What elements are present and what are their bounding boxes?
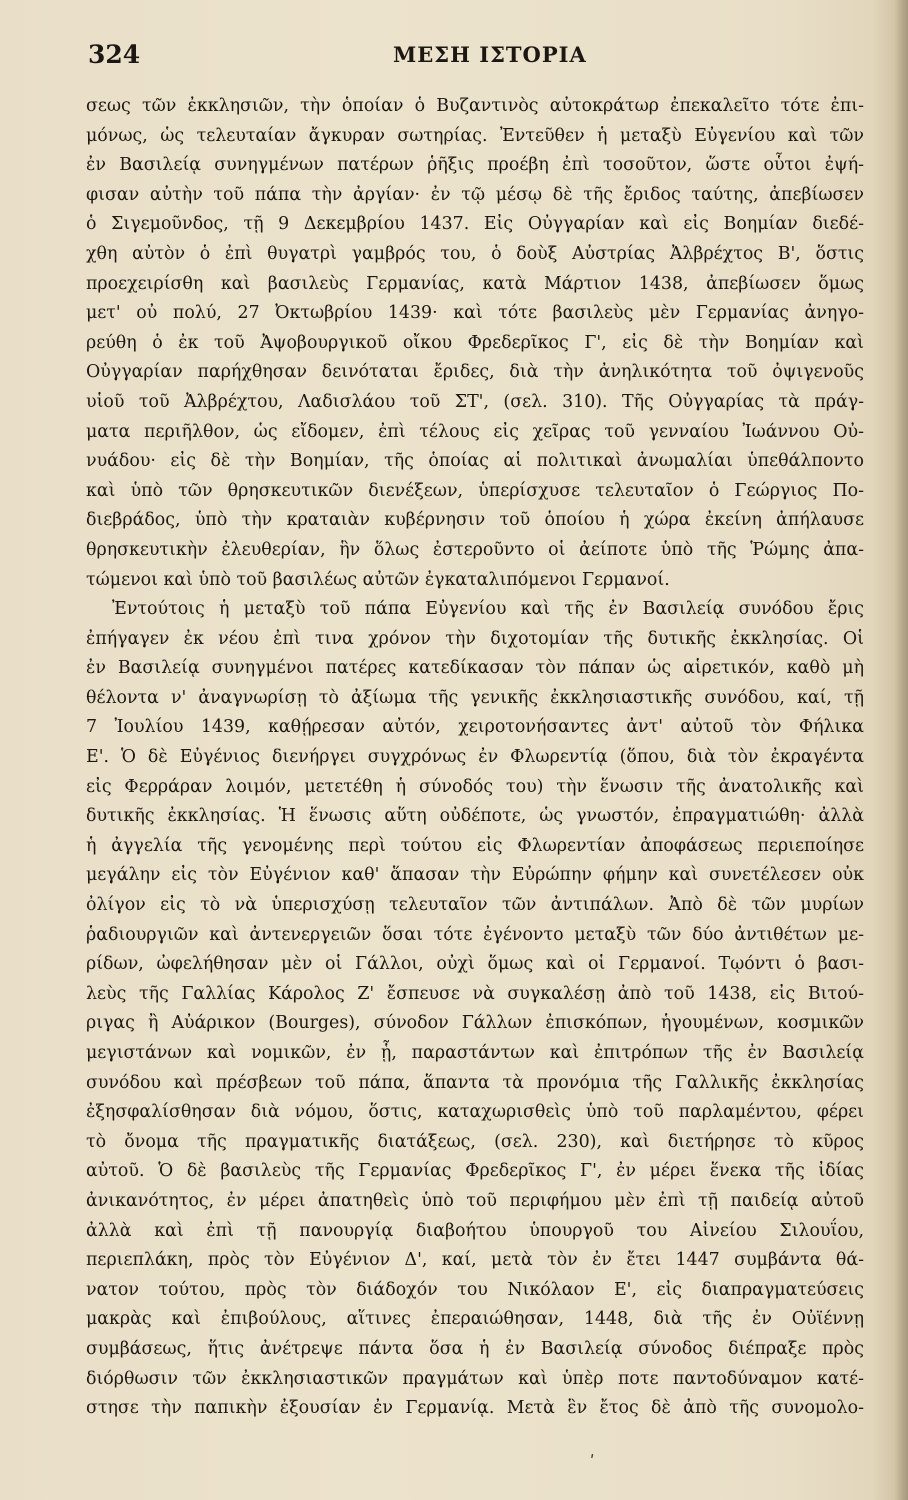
text-line: ἐν Βασιλείᾳ συνηγμένων πατέρων ῥῆξις προέβη ἐπὶ τοσοῦτον, ὥστε οὗτοι ἐψή-: [86, 155, 864, 176]
text-line: αὐτοῦ. Ὁ δὲ βασιλεὺς τῆς Γερμανίας Φρεδερῖκος Γ', ἐν μέρει ἕνεκα τῆς ἰδίας: [86, 1161, 864, 1182]
text-line: ὀλίγον εἰς τὸ νὰ ὑπερισχύσῃ τελευταῖον τῶν ἀντιπάλων. Ἀπὸ δὲ τῶν μυρίων: [86, 895, 864, 916]
text-line: μεγάλην εἰς τὸν Εὐγένιον καθ' ἅπασαν τὴν Εὐρώπην φήμην καὶ συνετέλεσεν οὐκ: [86, 865, 864, 886]
text-line: προεχειρίσθη καὶ βασιλεὺς Γερμανίας, κατὰ Μάρτιον 1438, ἀπεβίωσεν ὅμως: [86, 273, 864, 294]
running-title: ΜΕΣΗ ΙΣΤΟΡΙΑ: [393, 42, 587, 67]
text-line: θέλοντα ν' ἀναγνωρίσῃ τὸ ἀξίωμα τῆς γενικῆς ἐκκλησιαστικῆς συνόδου, καί, τῇ: [86, 687, 864, 708]
text-line: ἀνικανότητος, ἐν μέρει ἀπατηθεὶς ὑπὸ τοῦ περιφήμου μὲν ἐπὶ τῇ παιδείᾳ αὐτοῦ: [86, 1190, 864, 1211]
footer-mark: ʹ: [590, 1452, 595, 1471]
text-line: 7 Ἰουλίου 1439, καθῄρεσαν αὐτόν, χειροτονήσαντες ἀντ' αὐτοῦ τὸν Φήλικα: [86, 717, 864, 738]
text-line: στησε τὴν παπικὴν ἐξουσίαν ἐν Γερμανίᾳ. Μετὰ ἓν ἔτος δὲ ἀπὸ τῆς συνομολο-: [86, 1398, 864, 1419]
text-line: συμβάσεως, ἥτις ἀνέτρεψε πάντα ὅσα ἡ ἐν Βασιλείᾳ σύνοδος διέπραξε πρὸς: [86, 1338, 864, 1359]
text-line: καὶ ὑπὸ τῶν θρησκευτικῶν διενέξεων, ὑπερίσχυσε τελευταῖον ὁ Γεώργιος Πο-: [86, 480, 864, 501]
text-line: εἰς Φερράραν λοιμόν, μετετέθη ἡ σύνοδός του) τὴν ἕνωσιν τῆς ἀνατολικῆς καὶ: [86, 776, 864, 797]
text-line: μόνως, ὡς τελευταίαν ἄγκυραν σωτηρίας. Ἐντεῦθεν ἡ μεταξὺ Εὐγενίου καὶ τῶν: [86, 125, 864, 146]
text-line: ἐπήγαγεν ἐκ νέου ἐπὶ τινα χρόνον τὴν διχοτομίαν τῆς δυτικῆς ἐκκλησίας. Οἱ: [86, 628, 864, 649]
text-line: τώμενοι καὶ ὑπὸ τοῦ βασιλέως αὐτῶν ἐγκαταλιπόμενοι Γερμανοί.: [86, 569, 670, 590]
page-edge-shadow: [894, 0, 908, 1500]
text-line: ῥαδιουργιῶν καὶ ἀντενεργειῶν ὅσαι τότε ἐγένοντο μεταξὺ τῶν δύο ἀντιθέτων με-: [86, 924, 864, 945]
text-line: δυτικῆς ἐκκλησίας. Ἡ ἕνωσις αὕτη οὐδέποτε, ὡς γνωστόν, ἐπραγματιώθη· ἀλλὰ: [86, 806, 864, 827]
text-line: φισαν αὐτὴν τοῦ πάπα τὴν ἀργίαν· ἐν τῷ μέσῳ δὲ τῆς ἔριδος ταύτης, ἀπεβίωσεν: [86, 184, 864, 205]
text-line: Οὐγγαρίαν παρήχθησαν δεινόταται ἔριδες, διὰ τὴν ἀνηλικότητα τοῦ ὀψιγενοῦς: [86, 362, 864, 383]
page-number: 324: [88, 40, 141, 69]
text-line: νατον τούτου, πρὸς τὸν διάδοχόν του Νικόλαον Ε', εἰς διαπραγματεύσεις: [86, 1279, 864, 1300]
text-line: χθη αὐτὸν ὁ ἐπὶ θυγατρὶ γαμβρός του, ὁ δοὺξ Αὐστρίας Ἀλβρέχτος Β', ὅστις: [86, 243, 864, 264]
text-line: ρίδων, ὠφελήθησαν μὲν οἱ Γάλλοι, οὐχὶ ὅμως καὶ οἱ Γερμανοί. Τῳόντι ὁ βασι-: [86, 954, 864, 975]
text-line: σεως τῶν ἐκκλησιῶν, τὴν ὁποίαν ὁ Βυζαντινὸς αὐτοκράτωρ ἐπεκαλεῖτο τότε ἐπι-: [86, 96, 864, 116]
text-line: θρησκευτικὴν ἐλευθερίαν, ἣν ὅλως ἐστεροῦντο οἱ ἀείποτε ὑπὸ τῆς Ῥώμης ἀπα-: [86, 539, 864, 560]
text-line: περιεπλάκη, πρὸς τὸν Εὐγένιον Δ', καί, μετὰ τὸν ἐν ἔτει 1447 συμβάντα θά-: [86, 1250, 864, 1271]
text-line: διόρθωσιν τῶν ἐκκλησιαστικῶν πραγμάτων καὶ ὑπὲρ ποτε παντοδύναμον κατέ-: [86, 1368, 864, 1389]
text-line: υἱοῦ τοῦ Ἀλβρέχτου, Λαδισλάου τοῦ ΣΤ', (σελ. 310). Τῆς Οὐγγαρίας τὰ πράγ-: [86, 391, 864, 412]
text-line: ρεύθη ὁ ἐκ τοῦ Ἀψοβουργικοῦ οἴκου Φρεδερῖκος Γ', εἰς δὲ τὴν Βοημίαν καὶ: [86, 332, 864, 353]
text-line: ἐξησφαλίσθησαν διὰ νόμου, ὅστις, καταχωρισθεὶς ὑπὸ τοῦ παρλαμέντου, φέρει: [86, 1102, 864, 1123]
text-line: μετ' οὐ πολύ, 27 Ὀκτωβρίου 1439· καὶ τότε βασιλεὺς μὲν Γερμανίας ἀνηγο-: [86, 303, 864, 324]
text-line: μακρὰς καὶ ἐπιβούλους, αἵτινες ἐπεραιώθησαν, 1448, διὰ τῆς ἐν Οὐϊέννῃ: [86, 1309, 864, 1330]
text-line: διεβράδος, ὑπὸ τὴν κραταιὰν κυβέρνησιν τοῦ ὁποίου ἡ χώρα ἐκείνη ἀπήλαυσε: [86, 510, 864, 531]
page-header: [88, 40, 858, 80]
text-line: τὸ ὄνομα τῆς πραγματικῆς διατάξεως, (σελ. 230), καὶ διετήρησε τὸ κῦρος: [86, 1131, 864, 1152]
text-line: Ε'. Ὁ δὲ Εὐγένιος διενήργει συγχρόνως ἐν Φλωρεντίᾳ (ὅπου, διὰ τὸν ἐκραγέντα: [86, 747, 864, 768]
text-line: ἀλλὰ καὶ ἐπὶ τῇ πανουργίᾳ διαβοήτου ὑπουργοῦ του Αἰνείου Σιλουΐου,: [86, 1220, 864, 1241]
text-line: λεὺς τῆς Γαλλίας Κάρολος Ζ' ἔσπευσε νὰ συγκαλέσῃ ἀπὸ τοῦ 1438, εἰς Βιτού-: [86, 983, 864, 1004]
text-line: ὁ Σιγεμοῦνδος, τῇ 9 Δεκεμβρίου 1437. Εἰς Οὐγγαρίαν καὶ εἰς Βοημίαν διεδέ-: [86, 214, 864, 235]
text-line: ἐν Βασιλείᾳ συνηγμένοι πατέρες κατεδίκασαν τὸν πάπαν ὡς αἱρετικόν, καθὸ μὴ: [86, 658, 864, 679]
text-line: συνόδου καὶ πρέσβεων τοῦ πάπα, ἅπαντα τὰ προνόμια τῆς Γαλλικῆς ἐκκλησίας: [86, 1072, 864, 1093]
text-line: Ἐντούτοις ἡ μεταξὺ τοῦ πάπα Εὐγενίου καὶ τῆς ἐν Βασιλείᾳ συνόδου ἔρις: [112, 599, 864, 620]
text-line: νυάδου· εἰς δὲ τὴν Βοημίαν, τῆς ὁποίας αἱ πολιτικαὶ ἀνωμαλίαι ὑπεθάλποντο: [86, 451, 864, 472]
text-line: μεγιστάνων καὶ νομικῶν, ἐν ᾗ, παραστάντων καὶ ἐπιτρόπων τῆς ἐν Βασιλείᾳ: [86, 1043, 864, 1063]
text-line: ριγας ἢ Αὐάρικον (Bourges), σύνοδον Γάλλων ἐπισκόπων, ἡγουμένων, κοσμικῶν: [86, 1013, 864, 1034]
text-line: ματα περιῆλθον, ὡς εἴδομεν, ἐπὶ τέλους εἰς χεῖρας τοῦ γενναίου Ἰωάννου Οὐ-: [86, 421, 864, 442]
text-line: ἡ ἀγγελία τῆς γενομένης περὶ τούτου εἰς Φλωρεντίαν ἀποφάσεως περιεποίησε: [86, 835, 864, 856]
body-text: [86, 92, 864, 1424]
